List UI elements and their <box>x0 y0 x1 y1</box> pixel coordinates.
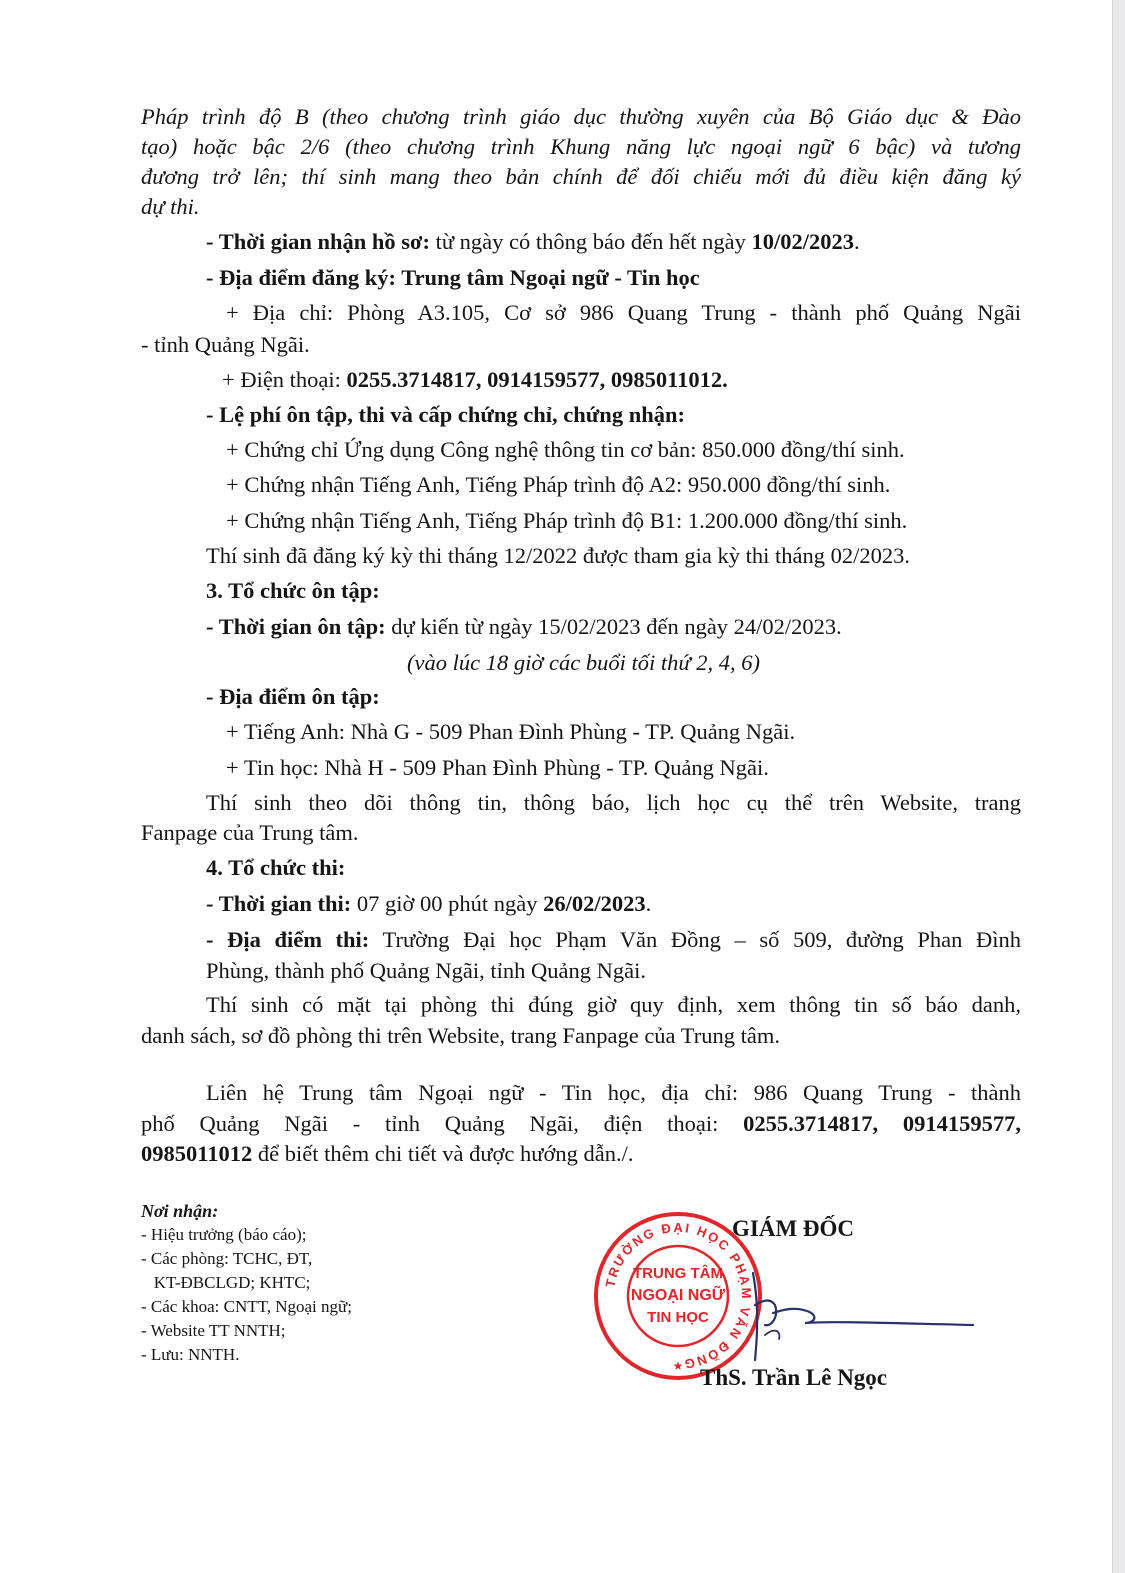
fee-heading: - Lệ phí ôn tập, thi và cấp chứng chỉ, chứng nhận: <box>206 402 685 427</box>
review-time-line: - Thời gian ôn tập: dự kiến từ ngày 15/02/2023 đến ngày 24/02/2023. <box>206 614 842 639</box>
review-location-heading: - Địa điểm ôn tập: <box>206 684 380 709</box>
recipient-item: - Website TT NNTH; <box>141 1321 286 1340</box>
stamp-star-icon: ★ <box>672 1359 684 1373</box>
contact-line: 0985011012 để biết thêm chi tiết và được hướng dẫn./. <box>141 1141 634 1166</box>
recipient-item: - Các khoa: CNTT, Ngoại ngữ; <box>141 1297 352 1316</box>
stamp-center-line: NGOẠI NGỮ <box>630 1287 726 1304</box>
section-heading-4: 4. Tổ chức thi: <box>206 855 346 880</box>
recipient-item: - Các phòng: TCHC, ĐT, <box>141 1249 313 1268</box>
handwritten-signature <box>735 1265 985 1375</box>
address-line: + Địa chỉ: Phòng A3.105, Cơ sở 986 Quang Trung - thành phố Quảng Ngãi <box>226 300 1021 325</box>
section-heading-3: 3. Tổ chức ôn tập: <box>206 578 380 603</box>
contact-line: phố Quảng Ngãi - tỉnh Quảng Ngãi, điện thoại: 0255.3714817, 0914159577, <box>141 1111 1022 1136</box>
stamp-center-line: TRUNG TÂM <box>633 1265 723 1282</box>
body-line: dự thi. <box>141 194 200 219</box>
fee-item: + Chứng nhận Tiếng Anh, Tiếng Pháp trình độ B1: 1.200.000 đồng/thí sinh. <box>226 508 908 533</box>
address-line-cont: - tỉnh Quảng Ngãi. <box>141 332 310 357</box>
body-line: Thí sinh có mặt tại phòng thi đúng giờ quy định, xem thông tin số báo danh, <box>206 992 1021 1017</box>
phone-line: + Điện thoại: 0255.3714817, 0914159577, 0985011012. <box>222 367 728 392</box>
contact-line: Liên hệ Trung tâm Ngoại ngữ - Tin học, địa chỉ: 986 Quang Trung - thành <box>206 1080 1021 1105</box>
body-line: Thí sinh đã đăng ký kỳ thi tháng 12/2022 được tham gia kỳ thi tháng 02/2023. <box>206 543 911 568</box>
review-location-item: + Tiếng Anh: Nhà G - 509 Phan Đình Phùng - TP. Quảng Ngãi. <box>226 719 796 744</box>
exam-location-cont: Phùng, thành phố Quảng Ngãi, tỉnh Quảng Ngãi. <box>206 958 646 983</box>
fee-item: + Chứng nhận Tiếng Anh, Tiếng Pháp trình độ A2: 950.000 đồng/thí sinh. <box>226 472 891 497</box>
body-line: tạo) hoặc bậc 2/6 (theo chương trình Khung năng lực ngoại ngữ 6 bậc) và tương <box>141 134 1021 159</box>
body-line: Thí sinh theo dõi thông tin, thông báo, lịch học cụ thể trên Website, trang <box>206 790 1021 815</box>
body-line: Fanpage của Trung tâm. <box>141 820 359 845</box>
stamp-ring-text: TRƯỜNG ĐẠI HỌC PHẠM VĂN ĐỒNG <box>602 1219 755 1373</box>
fee-item: + Chứng chỉ Ứng dụng Công nghệ thông tin cơ bản: 850.000 đồng/thí sinh. <box>226 437 905 462</box>
recipient-item: - Lưu: NNTH. <box>141 1345 240 1364</box>
body-line: đương trở lên; thí sinh mang theo bản chính để đối chiếu mới đủ điều kiện đăng ký <box>141 164 1021 189</box>
signer-name: ThS. Trần Lê Ngọc <box>700 1365 888 1390</box>
registration-location-heading: - Địa điểm đăng ký: Trung tâm Ngoại ngữ - Tin học <box>206 265 700 290</box>
stamp-center-line: TIN HỌC <box>647 1309 709 1326</box>
recipient-item: KT-ĐBCLGD; KHTC; <box>141 1273 311 1292</box>
recipients-title: Nơi nhận: <box>141 1201 219 1221</box>
review-time-note: (vào lúc 18 giờ các buổi tối thứ 2, 4, 6) <box>407 650 760 675</box>
signature-title: GIÁM ĐỐC <box>732 1216 855 1241</box>
review-location-item: + Tin học: Nhà H - 509 Phan Đình Phùng - TP. Quảng Ngãi. <box>226 755 769 780</box>
receipt-time-line: - Thời gian nhận hồ sơ: từ ngày có thông báo đến hết ngày 10/02/2023. <box>206 229 860 254</box>
body-line: Pháp trình độ B (theo chương trình giáo dục thường xuyên của Bộ Giáo dục & Đào <box>141 104 1021 129</box>
recipient-item: - Hiệu trưởng (báo cáo); <box>141 1225 307 1244</box>
exam-location-line: - Địa điểm thi: Trường Đại học Phạm Văn Đồng – số 509, đường Phan Đình <box>206 927 1021 952</box>
exam-time-line: - Thời gian thi: 07 giờ 00 phút ngày 26/02/2023. <box>206 891 652 916</box>
body-line: danh sách, sơ đồ phòng thi trên Website, trang Fanpage của Trung tâm. <box>141 1023 780 1048</box>
